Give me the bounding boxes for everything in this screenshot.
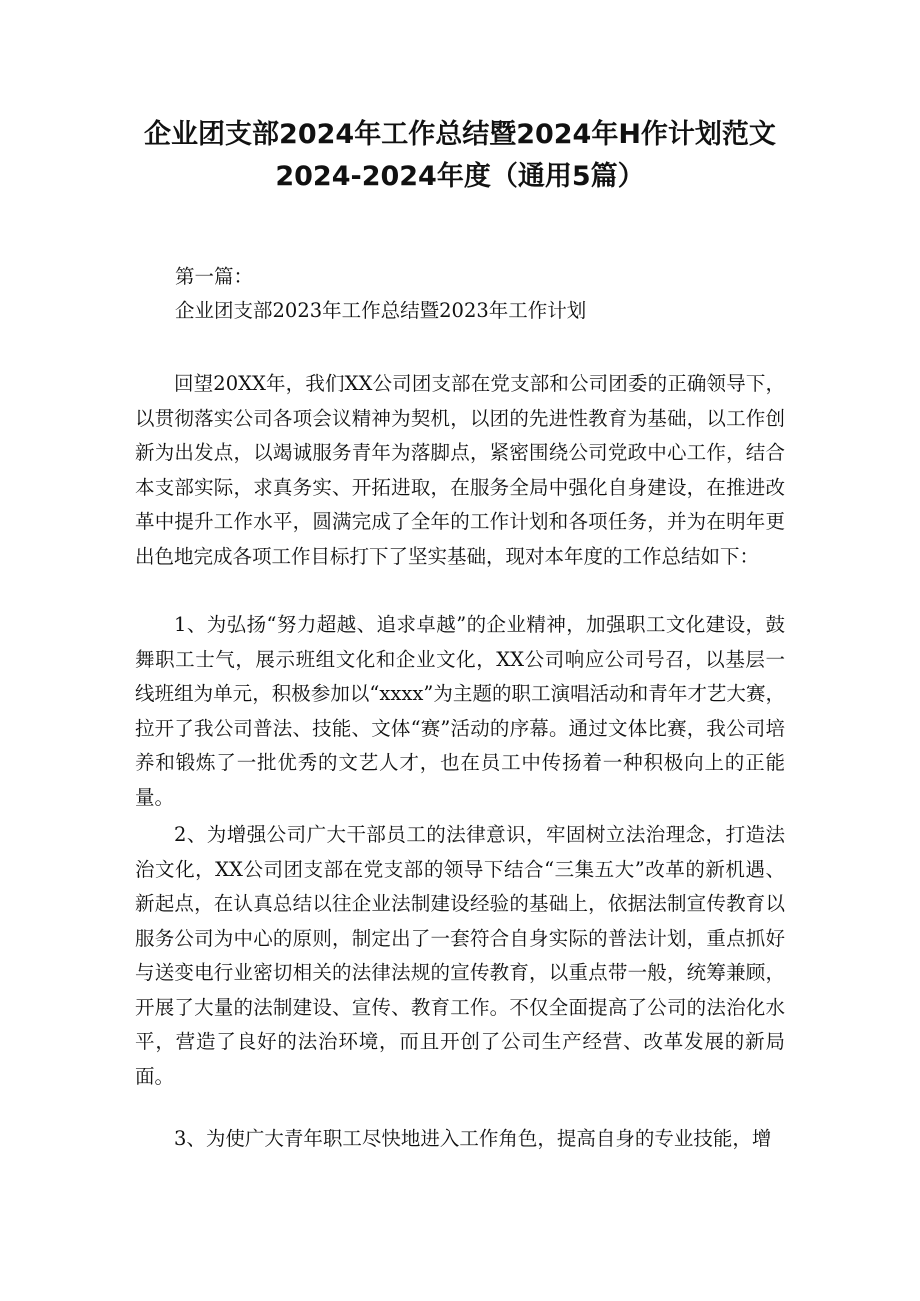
document-title-line-2: 2024-2024年度（通用5篇） [275, 161, 645, 192]
paragraph-item-2: 2、为增强公司广大干部员工的法律意识，牢固树立法治理念，打造法治文化，XX公司团支部在党支部的领导下结合“三集五大”改革的新机遇、新起点，在认真总结以往企业法制建设经验的基础上，依据法制宣传教育以服务公司为中心的原则，制定出了一套符合自身实际的普法计划，重点抓好与送变电行业密切相关的法律法规的宣传教育，以重点带一般，统筹兼顾，开展了大量的法制建设、宣传、教育工作。不仅全面提高了公司的法治化水平，营造了良好的法治环境，而且开创了公司生产经营、改革发展的新局面。 [135, 823, 785, 1088]
paragraph-item-3: 3、为使广大青年职工尽快地进入工作角色，提高自身的专业技能，增 [174, 1127, 772, 1150]
paragraph-intro: 回望20XX年，我们XX公司团支部在党支部和公司团委的正确领导下，以贯彻落实公司各项会议精神为契机，以团的先进性教育为基础，以工作创新为出发点，以竭诚服务青年为落脚点，紧密围绕公司党政中心工作，结合本支部实际，求真务实、开拓进取，在服务全局中强化自身建设，在推进改革中提升工作水平，圆满完成了全年的工作计划和各项任务，并为在明年更出色地完成各项工作目标打下了坚实基础，现对本年度的工作总结如下： [135, 372, 785, 568]
section-heading: 第一篇： [175, 265, 254, 288]
document-title-line-1: 企业团支部2024年工作总结暨2024年H作计划范文 [144, 119, 776, 150]
paragraph-item-1: 1、为弘扬“努力超越、追求卓越”的企业精神，加强职工文化建设，鼓舞职工士气，展示班组文化和企业文化，XX公司响应公司号召，以基层一线班组为单元，积极参加以“xxxx”为主题的职工演唱活动和青年才艺大赛，拉开了我公司普法、技能、文体“赛”活动的序幕。通过文体比赛，我公司培养和锻炼了一批优秀的文艺人才，也在员工中传扬着一种积极向上的正能量。 [135, 613, 785, 809]
section-subtitle: 企业团支部2023年工作总结暨2023年工作计划 [175, 299, 587, 322]
